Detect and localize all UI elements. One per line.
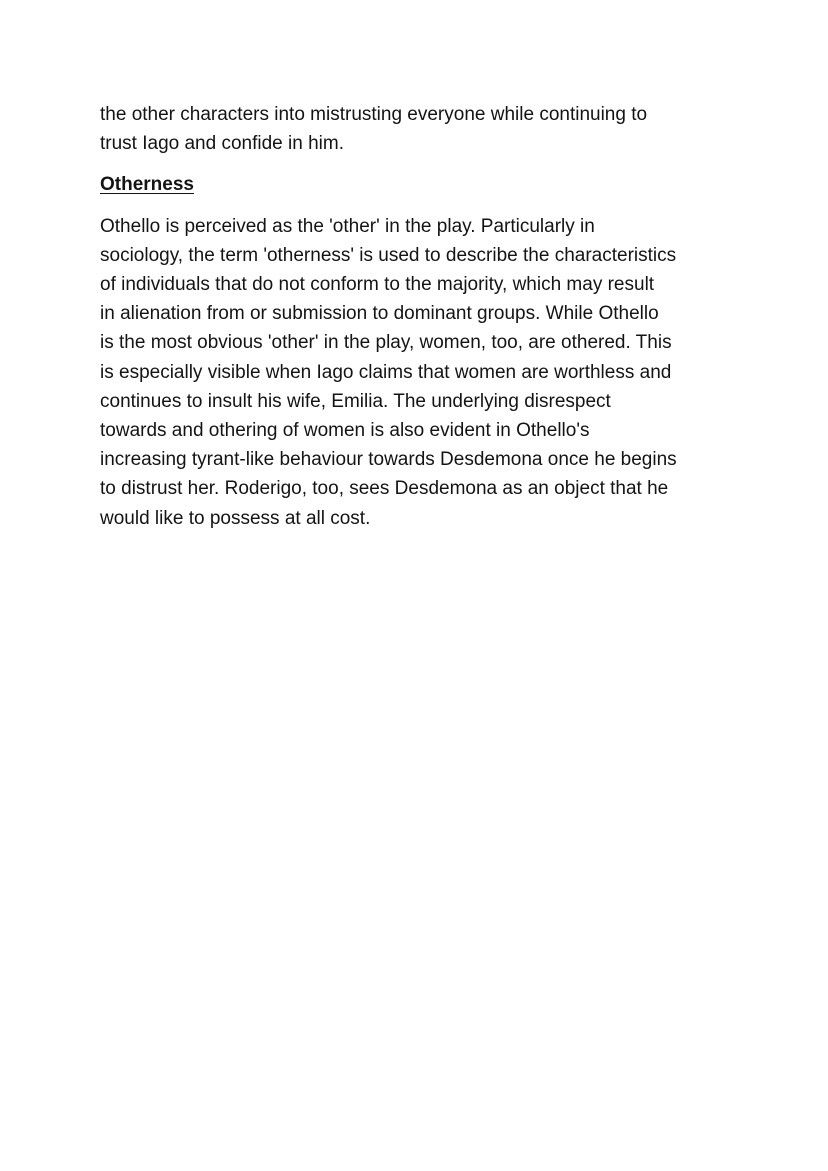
text-line: sociology, the term 'otherness' is used to describe the characteristics bbox=[100, 244, 677, 266]
text-line: Othello is perceived as the 'other' in the play. Particularly in bbox=[100, 215, 595, 237]
text-line: increasing tyrant-like behaviour towards Desdemona once he begins bbox=[100, 449, 677, 471]
text-line: the other characters into mistrusting everyone while continuing to bbox=[100, 104, 648, 125]
page-content bbox=[100, 100, 732, 533]
section-heading: Otherness bbox=[100, 174, 194, 196]
text-line: of individuals that do not conform to the majority, which may result bbox=[100, 274, 655, 296]
text-line: trust Iago and confide in him. bbox=[100, 133, 344, 155]
text-line: to distrust her. Roderigo, too, sees Desdemona as an object that he bbox=[100, 478, 669, 500]
otherness-paragraph bbox=[100, 212, 732, 533]
text-line: towards and othering of women is also evident in Othello's bbox=[100, 420, 590, 442]
text-line: would like to possess at all cost. bbox=[100, 507, 371, 529]
text-line: is especially visible when Iago claims that women are worthless and bbox=[100, 361, 672, 383]
text-line: continues to insult his wife, Emilia. The underlying disrespect bbox=[100, 390, 611, 412]
intro-paragraph bbox=[100, 100, 732, 158]
text-line: is the most obvious 'other' in the play, women, too, are othered. This bbox=[100, 332, 672, 354]
text-line: in alienation from or submission to dominant groups. While Othello bbox=[100, 303, 659, 325]
